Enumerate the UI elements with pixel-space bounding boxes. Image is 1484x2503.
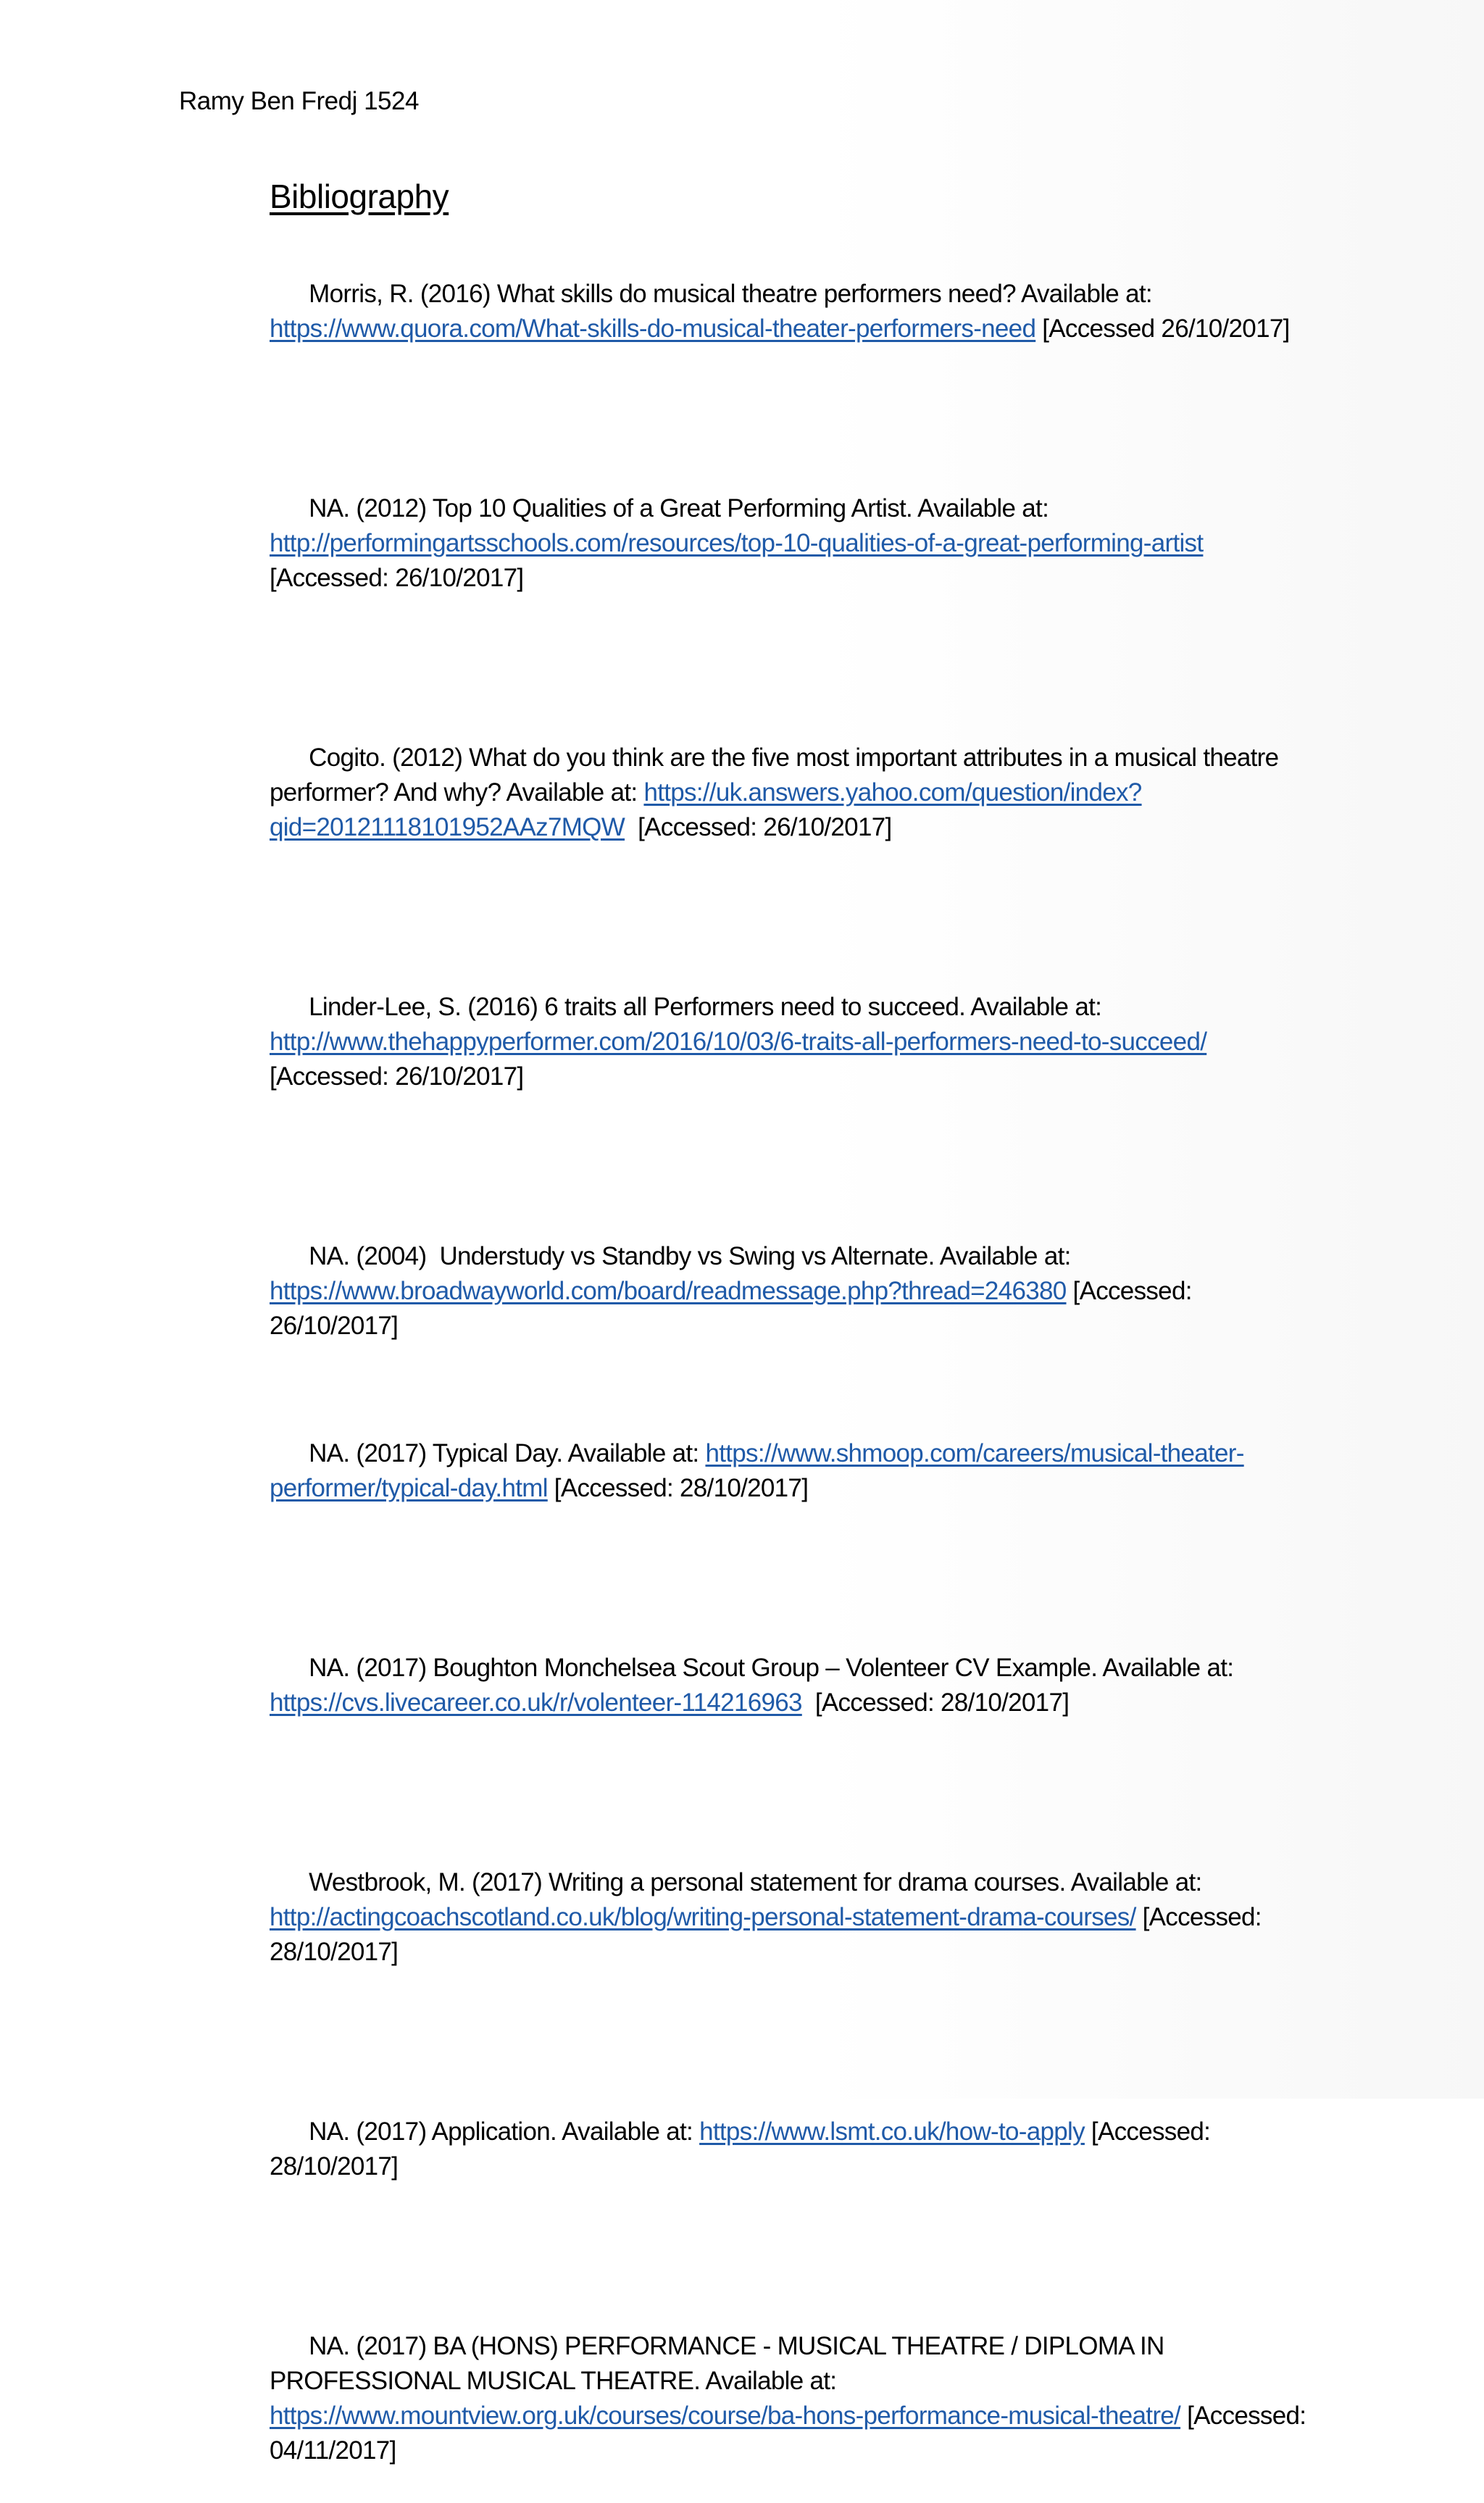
entry-citation-text: Cogito. (2012) What do you think are the five most important attributes in a musical theatre performer? And why? Available at:: [270, 744, 1285, 807]
entry-citation-text: NA. (2017) BA (HONS) PERFORMANCE - MUSICAL THEATRE / DIPLOMA IN PROFESSIONAL MUSICAL THEATRE. Available at:: [270, 2332, 1171, 2395]
entry-link[interactable]: https://uk.answers.yahoo.com/question/index?qid=20121118101952AAz7MQW: [270, 778, 1142, 841]
entry-citation-text: NA. (2017) Application. Available at:: [309, 2117, 700, 2146]
entry-accessed-text: [Accessed: 26/10/2017]: [270, 529, 1210, 592]
bibliography-entry: [270, 1204, 1313, 1378]
entry-link[interactable]: https://www.shmoop.com/careers/musical-theater-performer/typical-day.html: [270, 1439, 1244, 1502]
entry-link[interactable]: https://www.quora.com/What-skills-do-musical-theater-performers-need: [270, 315, 1036, 343]
bibliography-entry: [270, 1616, 1313, 1755]
entry-accessed-text: [Accessed: 28/10/2017]: [270, 2117, 1217, 2181]
entry-citation-text: NA. (2017) Boughton Monchelsea Scout Group – Volenteer CV Example. Available at:: [309, 1654, 1241, 1682]
entry-link[interactable]: http://performingartsschools.com/resources/top-10-qualities-of-a-great-performing-artist: [270, 529, 1204, 557]
entry-accessed-text: [Accessed: 26/10/2017]: [625, 813, 892, 841]
bibliography-entry: [270, 242, 1313, 381]
entry-accessed-text: [Accessed 26/10/2017]: [1035, 315, 1290, 343]
entry-accessed-text: [Accessed: 28/10/2017]: [270, 1903, 1268, 1966]
entry-citation-text: NA. (2012) Top 10 Qualities of a Great Performing Artist. Available at:: [309, 494, 1056, 522]
bibliography-entry: [270, 2080, 1313, 2219]
entry-accessed-text: [Accessed: 26/10/2017]: [270, 1277, 1199, 1340]
entry-link[interactable]: https://cvs.livecareer.co.uk/r/volenteer-114216963: [270, 1688, 802, 1717]
entry-accessed-text: [Accessed: 26/10/2017]: [270, 1028, 1214, 1091]
entry-link[interactable]: https://www.broadwayworld.com/board/readmessage.php?thread=246380: [270, 1277, 1067, 1305]
bibliography-content: [270, 177, 1313, 2503]
entry-citation-text: Linder-Lee, S. (2016) 6 traits all Performers need to succeed. Available at:: [309, 993, 1109, 1021]
bibliography-entry: [270, 706, 1313, 880]
bibliography-entry: [270, 1831, 1313, 2004]
bibliography-entry: [270, 2294, 1313, 2503]
bibliography-entry: [270, 457, 1313, 630]
entry-link[interactable]: https://www.lsmt.co.uk/how-to-apply: [699, 2117, 1085, 2146]
page-title: Bibliography: [270, 178, 449, 215]
bibliography-entry: [270, 1402, 1313, 1541]
entry-link[interactable]: http://actingcoachscotland.co.uk/blog/writing-personal-statement-drama-courses/: [270, 1903, 1136, 1931]
bibliography-entry: [270, 955, 1313, 1129]
entry-accessed-text: [Accessed: 28/10/2017]: [547, 1474, 809, 1502]
entry-citation-text: Westbrook, M. (2017) Writing a personal statement for drama courses. Available at:: [309, 1868, 1209, 1896]
entry-citation-text: Morris, R. (2016) What skills do musical theatre performers need? Available at:: [309, 280, 1159, 308]
entry-citation-text: NA. (2017) Typical Day. Available at:: [309, 1439, 706, 1467]
entry-accessed-text: [Accessed: 28/10/2017]: [801, 1688, 1070, 1717]
entry-link[interactable]: http://www.thehappyperformer.com/2016/10/03/6-traits-all-performers-need-to-succeed/: [270, 1028, 1207, 1056]
entry-accessed-text: [Accessed: 04/11/2017]: [270, 2402, 1313, 2465]
author-header: Ramy Ben Fredj 1524: [179, 87, 419, 115]
entry-link[interactable]: https://www.mountview.org.uk/courses/course/ba-hons-performance-musical-theatre/: [270, 2402, 1181, 2430]
entry-citation-text: NA. (2004) Understudy vs Standby vs Swing vs Alternate. Available at:: [309, 1242, 1077, 1270]
